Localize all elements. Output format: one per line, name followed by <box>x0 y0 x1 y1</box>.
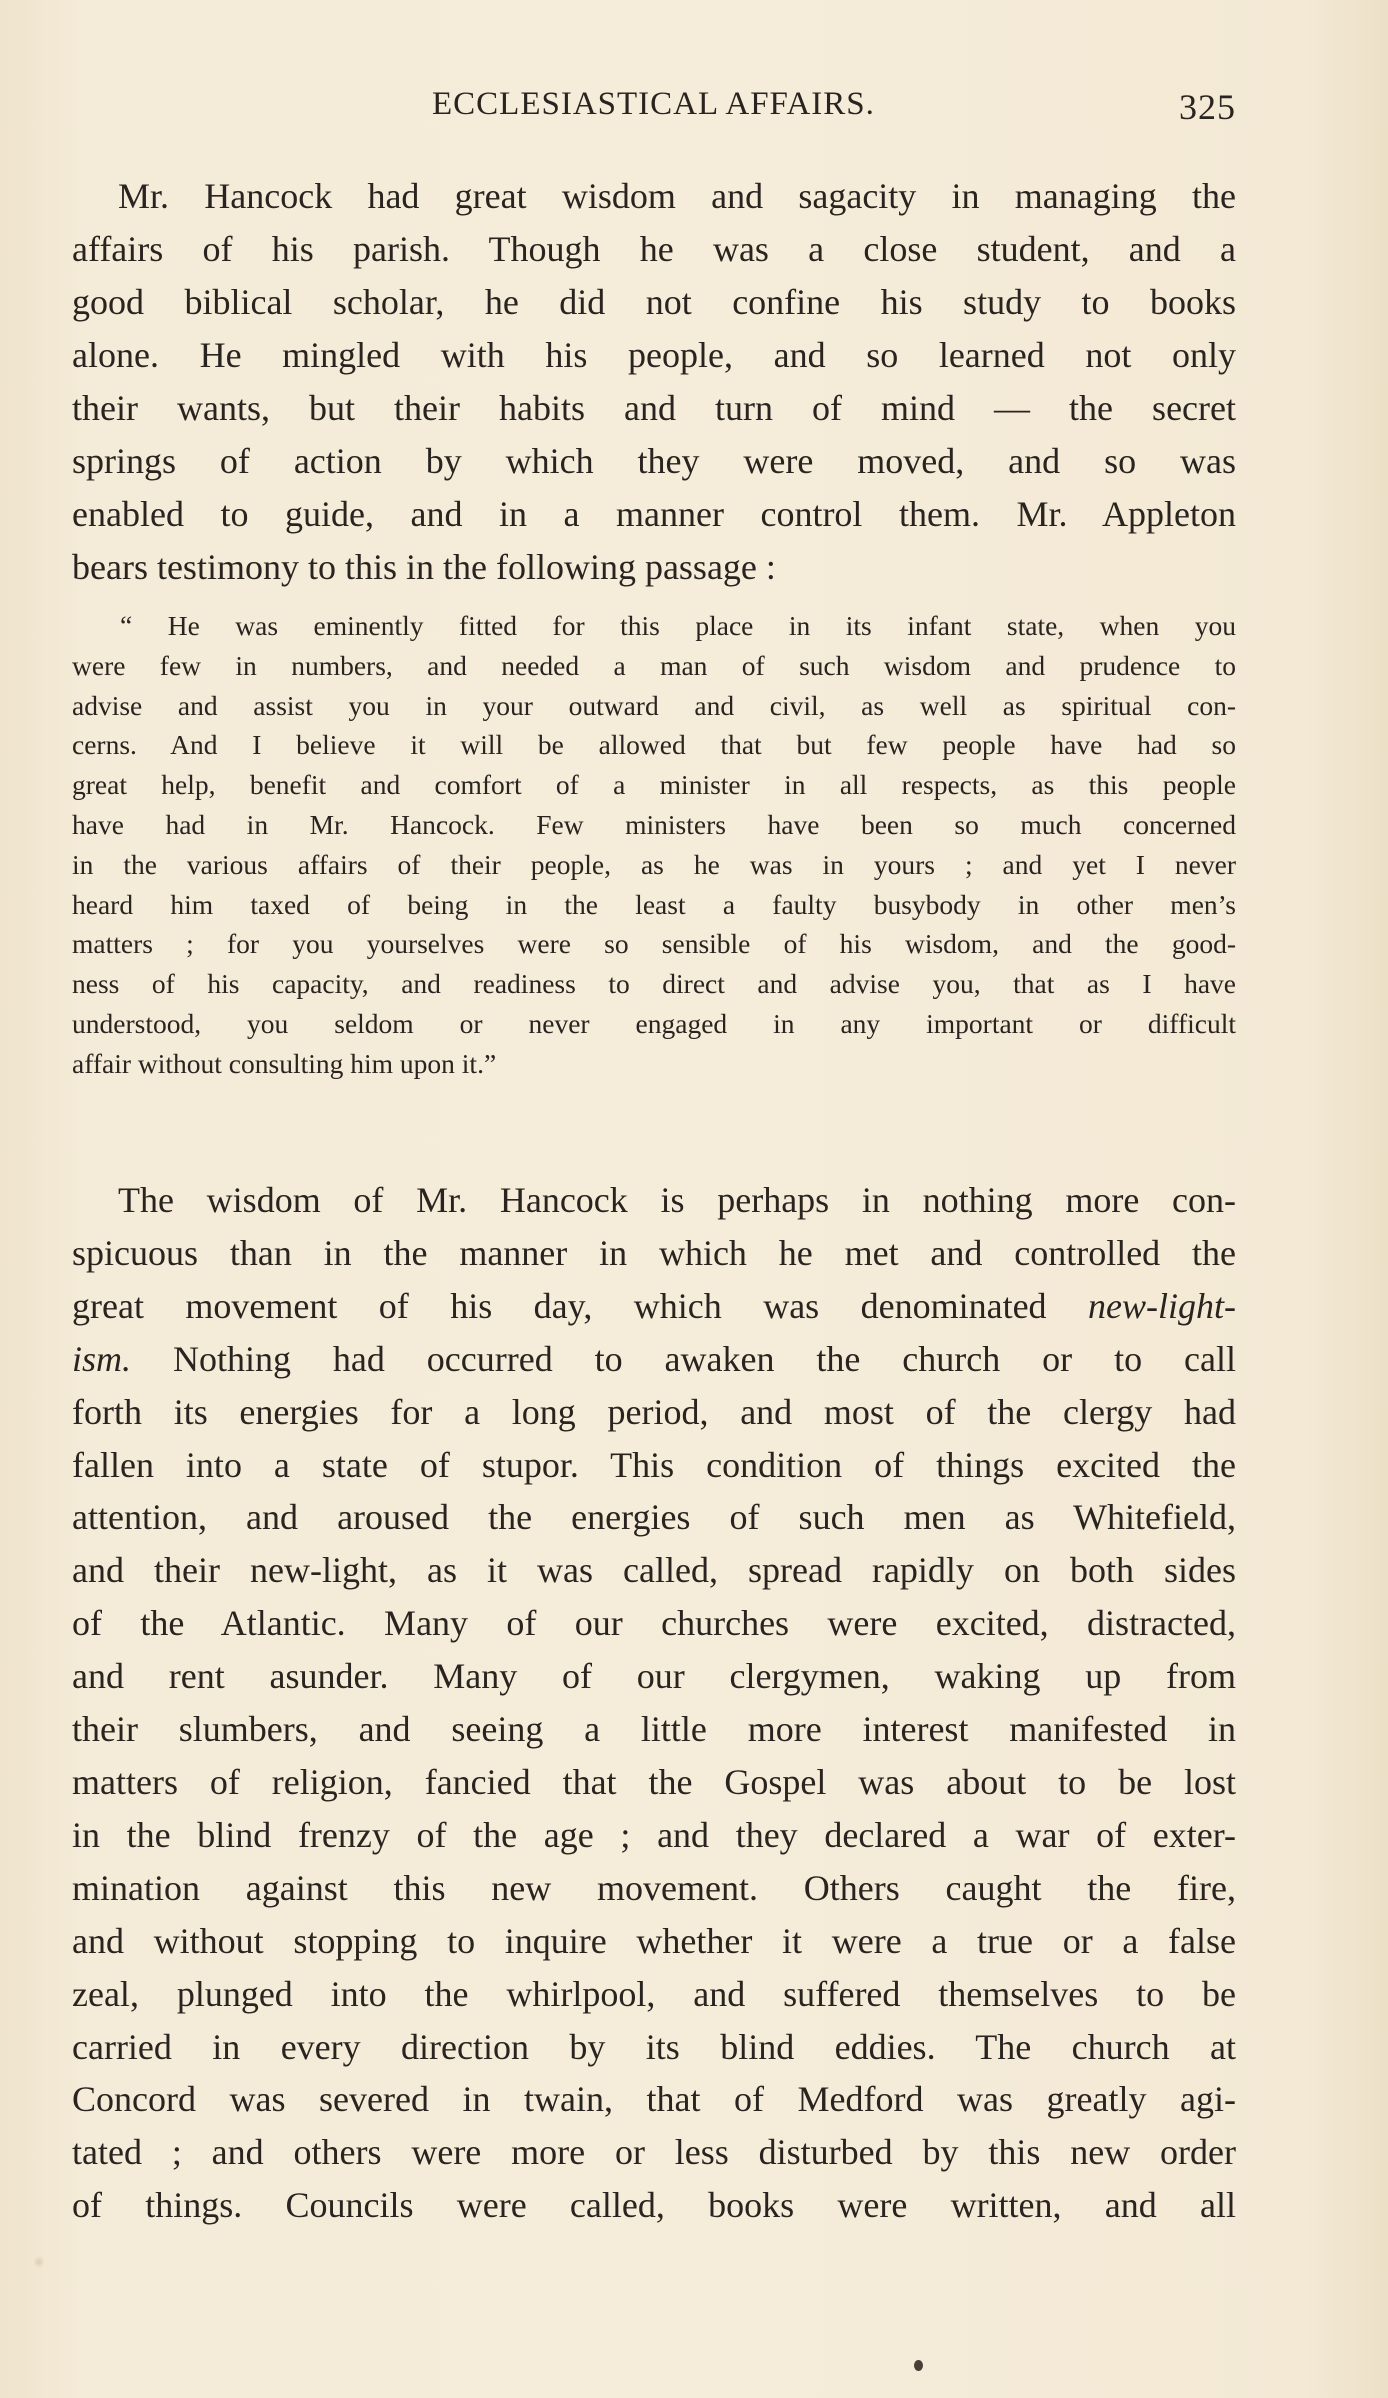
quote-line: advise and assist you in your outward and civil, as well as spiritual con- <box>72 689 1236 721</box>
text-line: spicuous than in the manner in which he met and controlled the <box>72 1232 1236 1273</box>
paragraph-2 <box>72 1174 1236 2232</box>
text-line <box>72 1333 1236 1386</box>
quote-line: great help, benefit and comfort of a minister in all respects, as this people <box>72 769 1236 801</box>
italic-term: ism. <box>72 1338 132 1379</box>
ink-speck <box>914 2360 923 2371</box>
paper-blemish <box>34 2255 44 2269</box>
text-segment: Nothing had occurred to awaken the church or to call <box>131 1338 1236 1379</box>
quote-line: understood, you seldom or never engaged in any important or difficult <box>72 1007 1236 1039</box>
italic-term: new-light- <box>1088 1285 1236 1326</box>
quote-line: heard him taxed of being in the least a faulty busybody in other men’s <box>72 888 1236 920</box>
text-line: of things. Councils were called, books were written, and all <box>72 2185 1236 2226</box>
text-line <box>72 1280 1236 1333</box>
text-line: matters of religion, fancied that the Gospel was about to be lost <box>72 1761 1236 1802</box>
text-line: Concord was severed in twain, that of Medford was greatly agi- <box>72 2079 1236 2120</box>
paragraph-1 <box>72 170 1236 594</box>
text-line: zeal, plunged into the whirlpool, and suffered themselves to be <box>72 1973 1236 2014</box>
text-line: good biblical scholar, he did not confine his study to books <box>72 282 1236 322</box>
text-segment: great movement of his day, which was denominated <box>72 1285 1089 1326</box>
text-line: Mr. Hancock had great wisdom and sagacity in managing the <box>118 176 1236 216</box>
text-line: affairs of his parish. Though he was a close student, and a <box>72 229 1236 269</box>
text-line: of the Atlantic. Many of our churches were excited, distracted, <box>72 1603 1236 1644</box>
text-line: their wants, but their habits and turn of mind — the secret <box>72 388 1236 428</box>
quote-line: matters ; for you yourselves were so sensible of his wisdom, and the good- <box>72 928 1236 960</box>
text-line: and their new-light, as it was called, spread rapidly on both sides <box>72 1550 1236 1591</box>
text-line: and rent asunder. Many of our clergymen, waking up from <box>72 1656 1236 1697</box>
text-line: fallen into a state of stupor. This condition of things excited the <box>72 1444 1236 1485</box>
text-line: The wisdom of Mr. Hancock is perhaps in nothing more con- <box>118 1180 1236 1220</box>
text-line: in the blind frenzy of the age ; and they declared a war of exter- <box>72 1814 1236 1855</box>
text-line: springs of action by which they were moved, and so was <box>72 441 1236 481</box>
quote-line: have had in Mr. Hancock. Few ministers have been so much concerned <box>72 808 1236 840</box>
text-line: their slumbers, and seeing a little more interest manifested in <box>72 1709 1236 1750</box>
text-line: attention, and aroused the energies of such men as Whitefield, <box>72 1497 1236 1538</box>
quote-line: “ He was eminently fitted for this place in its infant state, when you <box>120 610 1236 641</box>
block-quote <box>72 606 1236 1084</box>
text-line: and without stopping to inquire whether it were a true or a false <box>72 1920 1236 1961</box>
text-line: enabled to guide, and in a manner control them. Mr. Appleton <box>72 494 1236 534</box>
text-line: tated ; and others were more or less disturbed by this new order <box>72 2132 1236 2173</box>
quote-line: cerns. And I believe it will be allowed that but few people have had so <box>72 729 1236 761</box>
text-line: mination against this new movement. Others caught the fire, <box>72 1867 1236 1908</box>
text-line: carried in every direction by its blind eddies. The church at <box>72 2026 1236 2067</box>
quote-line: ness of his capacity, and readiness to direct and advise you, that as I have <box>72 968 1236 1000</box>
text-line: forth its energies for a long period, and most of the clergy had <box>72 1391 1236 1432</box>
text-line: bears testimony to this in the following passage : <box>72 547 776 587</box>
page-number: 325 <box>1179 87 1236 127</box>
running-title: ECCLESIASTICAL AFFAIRS. <box>432 86 875 122</box>
page-header <box>72 86 1236 136</box>
text-line: alone. He mingled with his people, and so learned not only <box>72 335 1236 375</box>
quote-line: affair without consulting him upon it.” <box>72 1047 497 1079</box>
quote-line: in the various affairs of their people, as he was in yours ; and yet I never <box>72 848 1236 880</box>
quote-line: were few in numbers, and needed a man of such wisdom and prudence to <box>72 649 1236 681</box>
